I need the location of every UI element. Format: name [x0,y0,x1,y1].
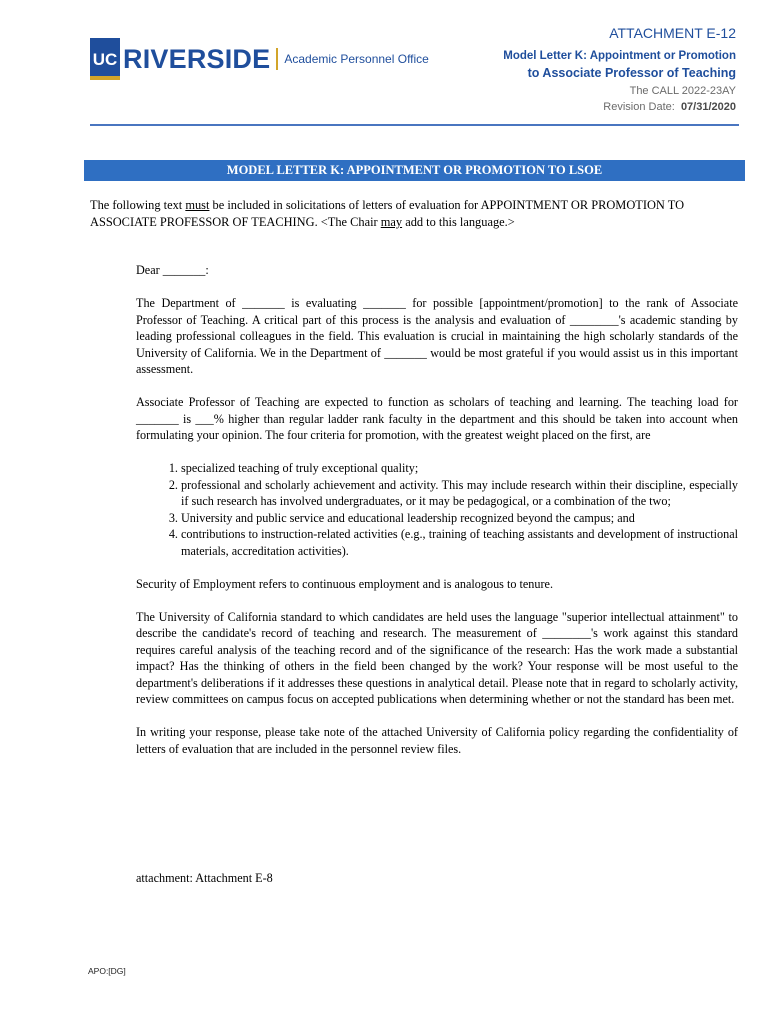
intro-must: must [185,198,210,212]
criteria-list [136,460,738,559]
logo-riverside-text: RIVERSIDE [123,43,271,74]
criteria-item: 1. specialized teaching of truly exceptional quality; [181,460,738,477]
attachment-title: ATTACHMENT E-12 [609,25,736,41]
intro-text-3: add to this language.> [402,215,515,229]
salutation: Dear _______: [136,263,209,277]
logo-divider [276,48,278,70]
model-letter-subtitle: Model Letter K: Appointment or Promotion [503,50,736,62]
section-banner: MODEL LETTER K: APPOINTMENT OR PROMOTION TO LSOE [84,160,745,181]
letter-paragraph-3: Security of Employment refers to continuous employment and is analogous to tenure. [136,576,553,591]
ucr-logo [90,36,429,82]
letter-paragraph-5: In writing your response, please take note of the attached University of California policy regarding the confidentiality of letters of evaluation that are included in the personnel review files. [136,725,738,756]
criteria-item: 2. professional and scholarly achievement and activity. This may include research within their discipline, especially if such research has involved undergraduates, or it may be pedagogical, or a combination of the two; [181,477,738,510]
letter-paragraph-4: The University of California standard to which candidates are held uses the language "superior intellectual attainment" to describe the candidate's record of teaching and research. The measurement of ________'s work against this standard requires careful analysis of the teaching record and of the significance of the research: Has the work made a substantial impact? Has the thinking of others in the field been changed by the work? Your response will be most useful to the department's deliberations if it addresses these questions in analytical detail. Please note that in regard to scholarly activity, review committees on campus focus on accepted publications when determining whether or not the standard has been met. [136,609,738,706]
intro-text-2: be included in solicitations of letters of evaluation for APPOINTMENT OR PROMOTION TO ASSOCIATE PROFESSOR OF TEACHING. <The Chair [90,198,685,229]
criteria-item: 4. contributions to instruction-related activities (e.g., training of teaching assistants and development of instructional materials, accreditation activities). [181,526,738,559]
letter-paragraph-2: Associate Professor of Teaching are expected to function as scholars of teaching and learning. The teaching load for _______ is ___% higher than regular ladder rank faculty in the department and this should be taken into account when formulating your opinion. The four criteria for promotion, with the greatest weight placed on the first, are [136,395,738,442]
attachment-reference: attachment: Attachment E-8 [136,871,273,885]
logo-uc-text: UC [92,50,118,69]
call-year: The CALL 2022-23AY [629,85,736,97]
intro-paragraph [90,197,738,231]
revision-date-value: 07/31/2020 [680,101,736,113]
intro-text-1: The following text [90,198,186,212]
intro-may: may [380,215,403,229]
rank-subtitle: to Associate Professor of Teaching [527,66,736,80]
footer-initials: APO:[DG] [88,966,126,976]
letter-paragraph-1: The Department of _______ is evaluating _______ for possible [appointment/promotion] to the rank of Associate Professor of Teaching. A critical part of this process is the analysis and evaluation of ________'s academic standing by leading professional colleagues in the field. This evaluation is crucial in maintaining the high scholarly standards of the University of California. We in the Department of _______ would be most grateful if you would assist us in this important assessment. [136,296,738,376]
header-rule [90,124,739,126]
revision-date [503,99,736,115]
header-info [503,24,736,115]
letter-body [136,262,738,774]
logo-office-text: Academic Personnel Office [284,52,429,66]
revision-label: Revision Date: [603,101,675,113]
criteria-item: 3. University and public service and educational leadership recognized beyond the campus; and [181,510,738,527]
uc-shield-logo [90,38,120,80]
